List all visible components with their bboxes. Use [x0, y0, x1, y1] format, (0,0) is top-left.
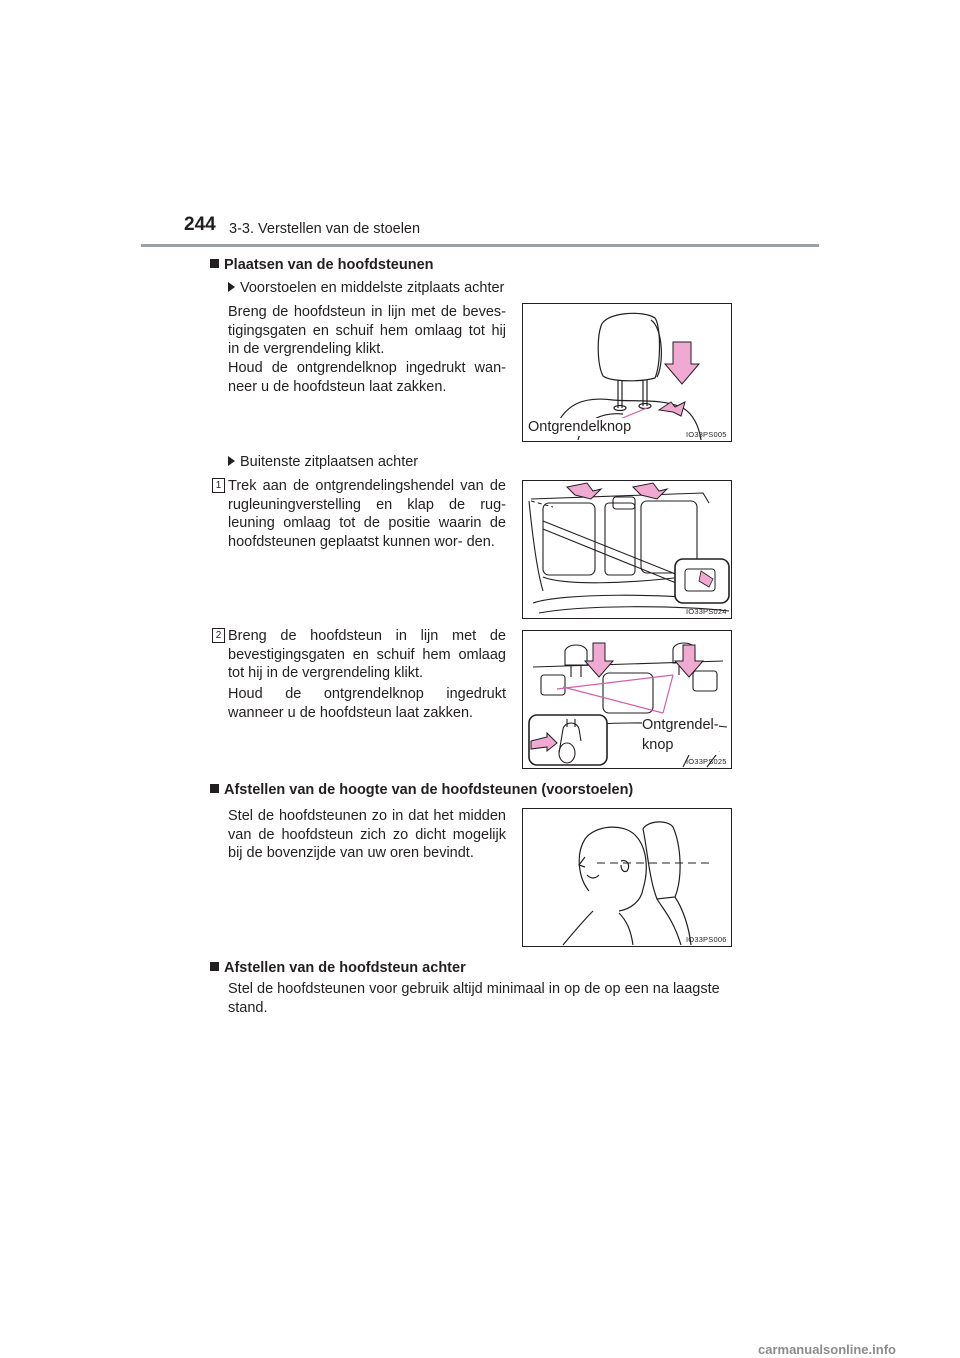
- subsection-outer-rear-seats: [228, 453, 418, 471]
- step-number-1: 1: [212, 478, 225, 493]
- triangle-bullet-icon: [228, 456, 235, 466]
- figure-code: IO33PS006: [686, 935, 727, 944]
- rear-seat-illustration: [523, 481, 731, 618]
- figure-label-release-knob: [642, 715, 719, 755]
- figure-code: IO33PS024: [686, 607, 727, 616]
- figure-rear-seat-fold: [522, 480, 732, 619]
- step-number-2: 2: [212, 628, 225, 643]
- subsection-title: Voorstoelen en middelste zitplaats achter: [240, 280, 505, 296]
- section-heading-placing: [210, 256, 434, 274]
- subsection-title: Buitenste zitplaatsen achter: [240, 454, 419, 470]
- paragraph-height-adjust: Stel de hoofdsteunen zo in dat het midden van de hoofdsteun zich zo dicht mogelijk bij de bovenzijde van uw oren bevindt.: [228, 808, 506, 861]
- figure-label-release-button: Ontgrendelknop: [528, 419, 632, 435]
- paragraph-rear-adjust: Stel de hoofdsteunen voor gebruik altijd minimaal in op de op een na laagste stand.: [228, 981, 720, 1016]
- section-heading-text: Afstellen van de hoofdsteun achter: [224, 960, 466, 976]
- page-number: 244: [184, 214, 216, 235]
- step-2-text-2: Houd de ontgrendelknop ingedrukt wanneer u de hoofdsteun laat zakken.: [228, 686, 506, 721]
- subsection-front-seats: [228, 279, 504, 297]
- square-bullet-icon: [210, 784, 219, 793]
- triangle-bullet-icon: [228, 282, 235, 292]
- square-bullet-icon: [210, 962, 219, 971]
- figure-code: IO33PS005: [686, 430, 727, 439]
- header-rule: [141, 244, 819, 247]
- square-bullet-icon: [210, 259, 219, 268]
- watermark: carmanualsonline.info: [758, 1342, 896, 1357]
- paragraph-align-headrest: Breng de hoofdsteun in lijn met de beves- tigingsgaten en schuif hem omlaag tot hij in de vergrendeling klikt.: [228, 304, 506, 357]
- chapter-title: 3-3. Verstellen van de stoelen: [229, 221, 421, 237]
- paragraph-hold-release: Houd de ontgrendelknop ingedrukt wan- neer u de hoofdsteun laat zakken.: [228, 360, 506, 395]
- figure-head-position: [522, 808, 732, 947]
- section-heading-height: [210, 781, 633, 799]
- section-heading-text: Plaatsen van de hoofdsteunen: [224, 257, 434, 273]
- step-1-text: Trek aan de ontgrendelingshendel van de rugleuningverstelling en klap de rug- leuning omlaag tot de positie waarin de hoofdsteunen geplaatst kunnen wor- den.: [228, 478, 506, 550]
- section-heading-text: Afstellen van de hoogte van de hoofdsteunen (voorstoelen): [224, 782, 634, 798]
- figure-label-line-2: knop: [642, 737, 674, 753]
- figure-label-line-1: Ontgrendel-: [642, 717, 719, 733]
- section-heading-rear: [210, 959, 466, 977]
- head-position-illustration: [523, 809, 731, 946]
- figure-code: IO33PS025: [686, 757, 727, 766]
- step-2-text-1: Breng de hoofdsteun in lijn met de bevestigingsgaten en schuif hem omlaag tot hij in de vergrendeling klikt.: [228, 628, 506, 681]
